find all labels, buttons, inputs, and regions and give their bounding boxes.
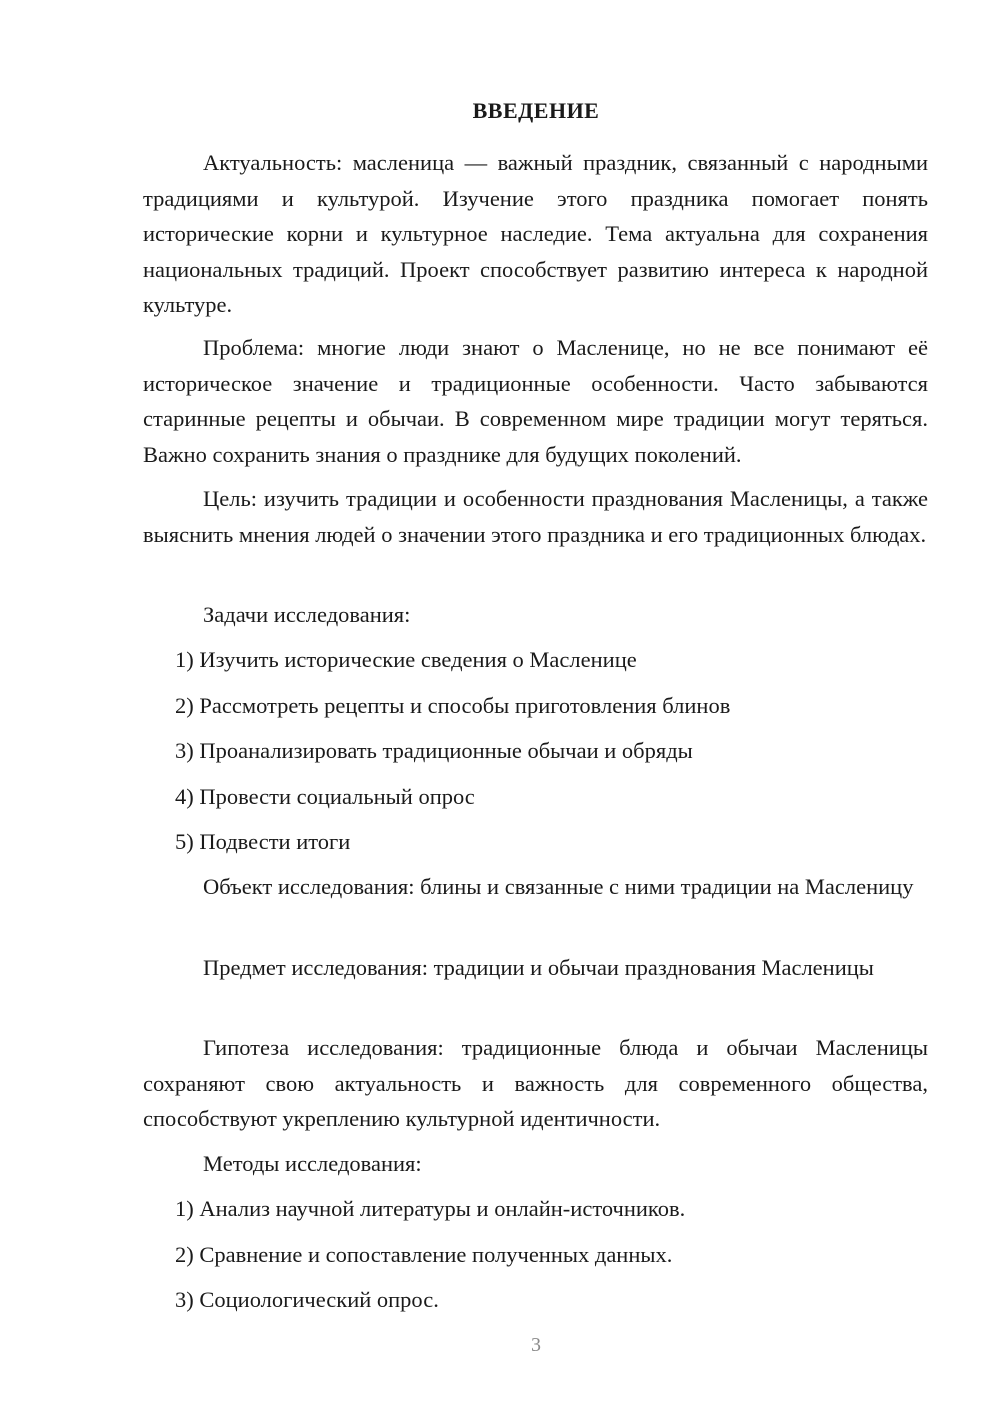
problem-paragraph: Проблема: многие люди знают о Масленице, но не все понимают её историческое значение и традиционные особенности. Часто забываются старинные рецепты и обычаи. В современном мире традиции могут теряться. Важно сохранить знания о празднике для будущих поколений. xyxy=(143,335,928,467)
tasks-title: Задачи исследования: xyxy=(203,602,411,627)
task-item-2: 2) Рассмотреть рецепты и способы приготовления блинов xyxy=(175,693,731,718)
relevance-paragraph: Актуальность: масленица — важный праздник, связанный с народными традициями и культурой. Изучение этого праздника помогает понять исторические корни и культурное наследие. Тема актуальна для сохранения национальных традиций. Проект способствует развитию интереса к народной культуре. xyxy=(143,150,928,317)
goal-paragraph: Цель: изучить традиции и особенности празднования Масленицы, а также выяснить мнения людей о значении этого праздника и его традиционных блюдах. xyxy=(143,486,928,547)
page-number: 3 xyxy=(531,1334,541,1356)
section-heading: ВВЕДЕНИЕ xyxy=(472,98,600,123)
task-item-4: 4) Провести социальный опрос xyxy=(175,784,475,809)
method-item-1: 1) Анализ научной литературы и онлайн-источников. xyxy=(175,1196,686,1221)
object-paragraph: Объект исследования: блины и связанные с ними традиции на Масленицу xyxy=(203,874,914,899)
hypothesis-paragraph: Гипотеза исследования: традиционные блюда и обычаи Масленицы сохраняют свою актуальность и важность для современного общества, способствуют укреплению культурной идентичности. xyxy=(143,1035,928,1131)
task-item-3: 3) Проанализировать традиционные обычаи и обряды xyxy=(175,738,693,763)
method-item-2: 2) Сравнение и сопоставление полученных данных. xyxy=(175,1242,673,1267)
methods-title: Методы исследования: xyxy=(203,1151,422,1176)
method-item-3: 3) Социологический опрос. xyxy=(175,1287,439,1312)
subject-paragraph: Предмет исследования: традиции и обычаи празднования Масленицы xyxy=(203,955,874,980)
task-item-5: 5) Подвести итоги xyxy=(175,829,351,854)
task-item-1: 1) Изучить исторические сведения о Масленице xyxy=(175,647,637,672)
